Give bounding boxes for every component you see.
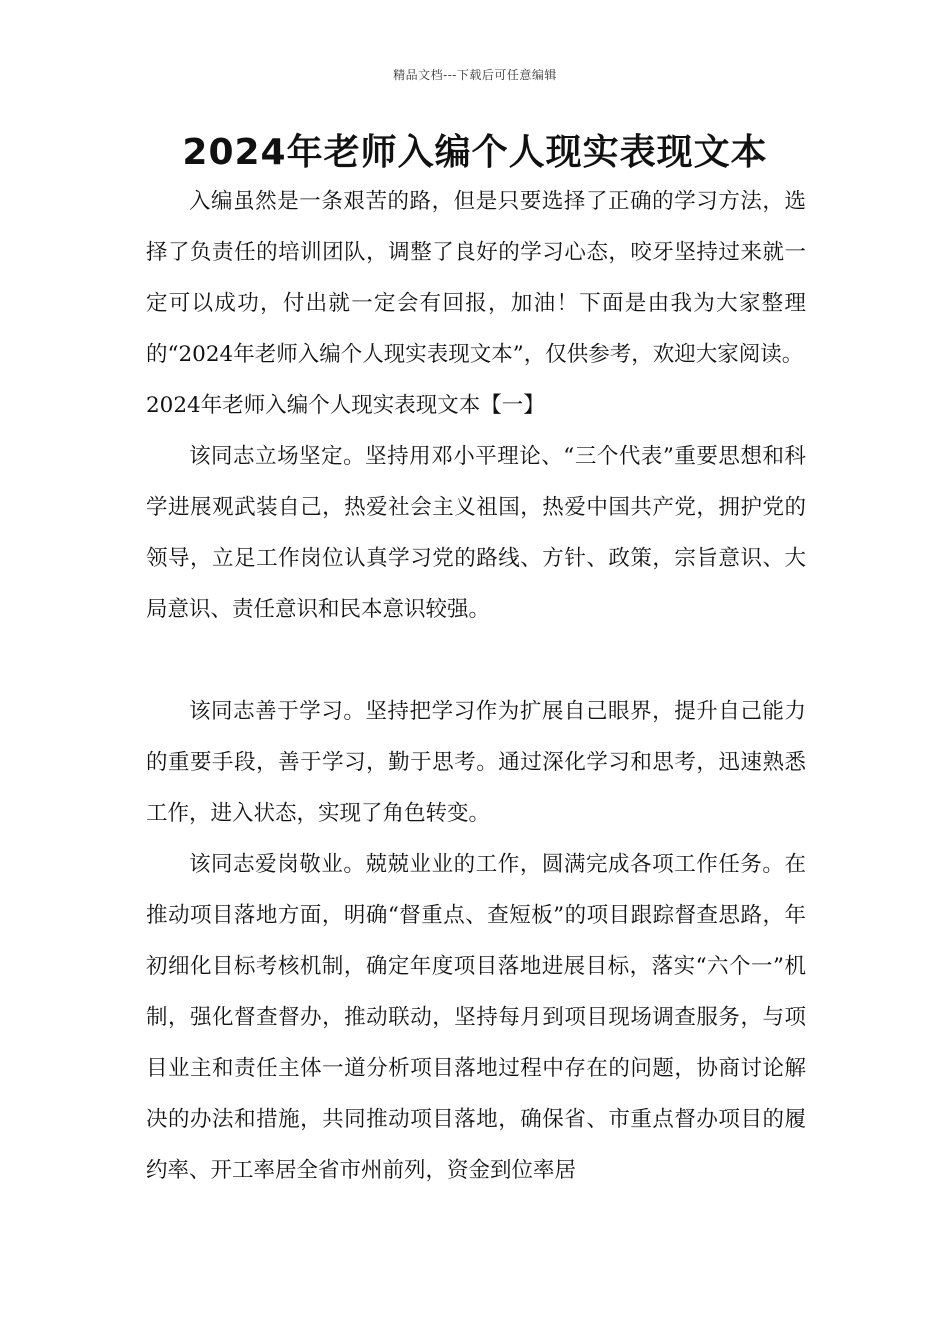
paragraph-stance: 该同志立场坚定。坚持用邓小平理论、“三个代表”重要思想和科学进展观武装自己，热爱社会主义祖国，热爱中国共产党，拥护党的领导，立足工作岗位认真学习党的路线、方针、政策，宗旨意识、大局意识、责任意识和民本意识较强。 xyxy=(146,444,806,622)
paragraph-learning: 该同志善于学习。坚持把学习作为扩展自己眼界，提升自己能力的重要手段，善于学习，勤于思考。通过深化学习和思考，迅速熟悉工作，进入状态，实现了角色转变。 xyxy=(146,699,806,826)
document-body xyxy=(146,176,806,1196)
paragraph-spacer xyxy=(146,635,806,686)
section-heading: 2024年老师入编个人现实表现文本【一】 xyxy=(146,393,545,418)
paragraph-dedication: 该同志爱岗敬业。兢兢业业的工作，圆满完成各项工作任务。在推动项目落地方面，明确“督重点、查短板”的项目跟踪督查思路，年初细化目标考核机制，确定年度项目落地进展目标，落实“六个一”机制，强化督查督办，推动联动，坚持每月到项目现场调查服务，与项目业主和责任主体一道分析项目落地过程中存在的问题，协商讨论解决的办法和措施，共同推动项目落地，确保省、市重点督办项目的履约率、开工率居全省市州前列，资金到位率居 xyxy=(146,852,806,1183)
page-header: 精品文档---下载后可任意编辑 xyxy=(393,68,557,82)
intro-paragraph: 入编虽然是一条艰苦的路，但是只要选择了正确的学习方法，选择了负责任的培训团队，调整了良好的学习心态，咬牙坚持过来就一定可以成功，付出就一定会有回报，加油！下面是由我为大家整理的“2024年老师入编个人现实表现文本”，仅供参考，欢迎大家阅读。 xyxy=(146,189,806,367)
document-title: 2024年老师入编个人现实表现文本 xyxy=(182,132,768,173)
